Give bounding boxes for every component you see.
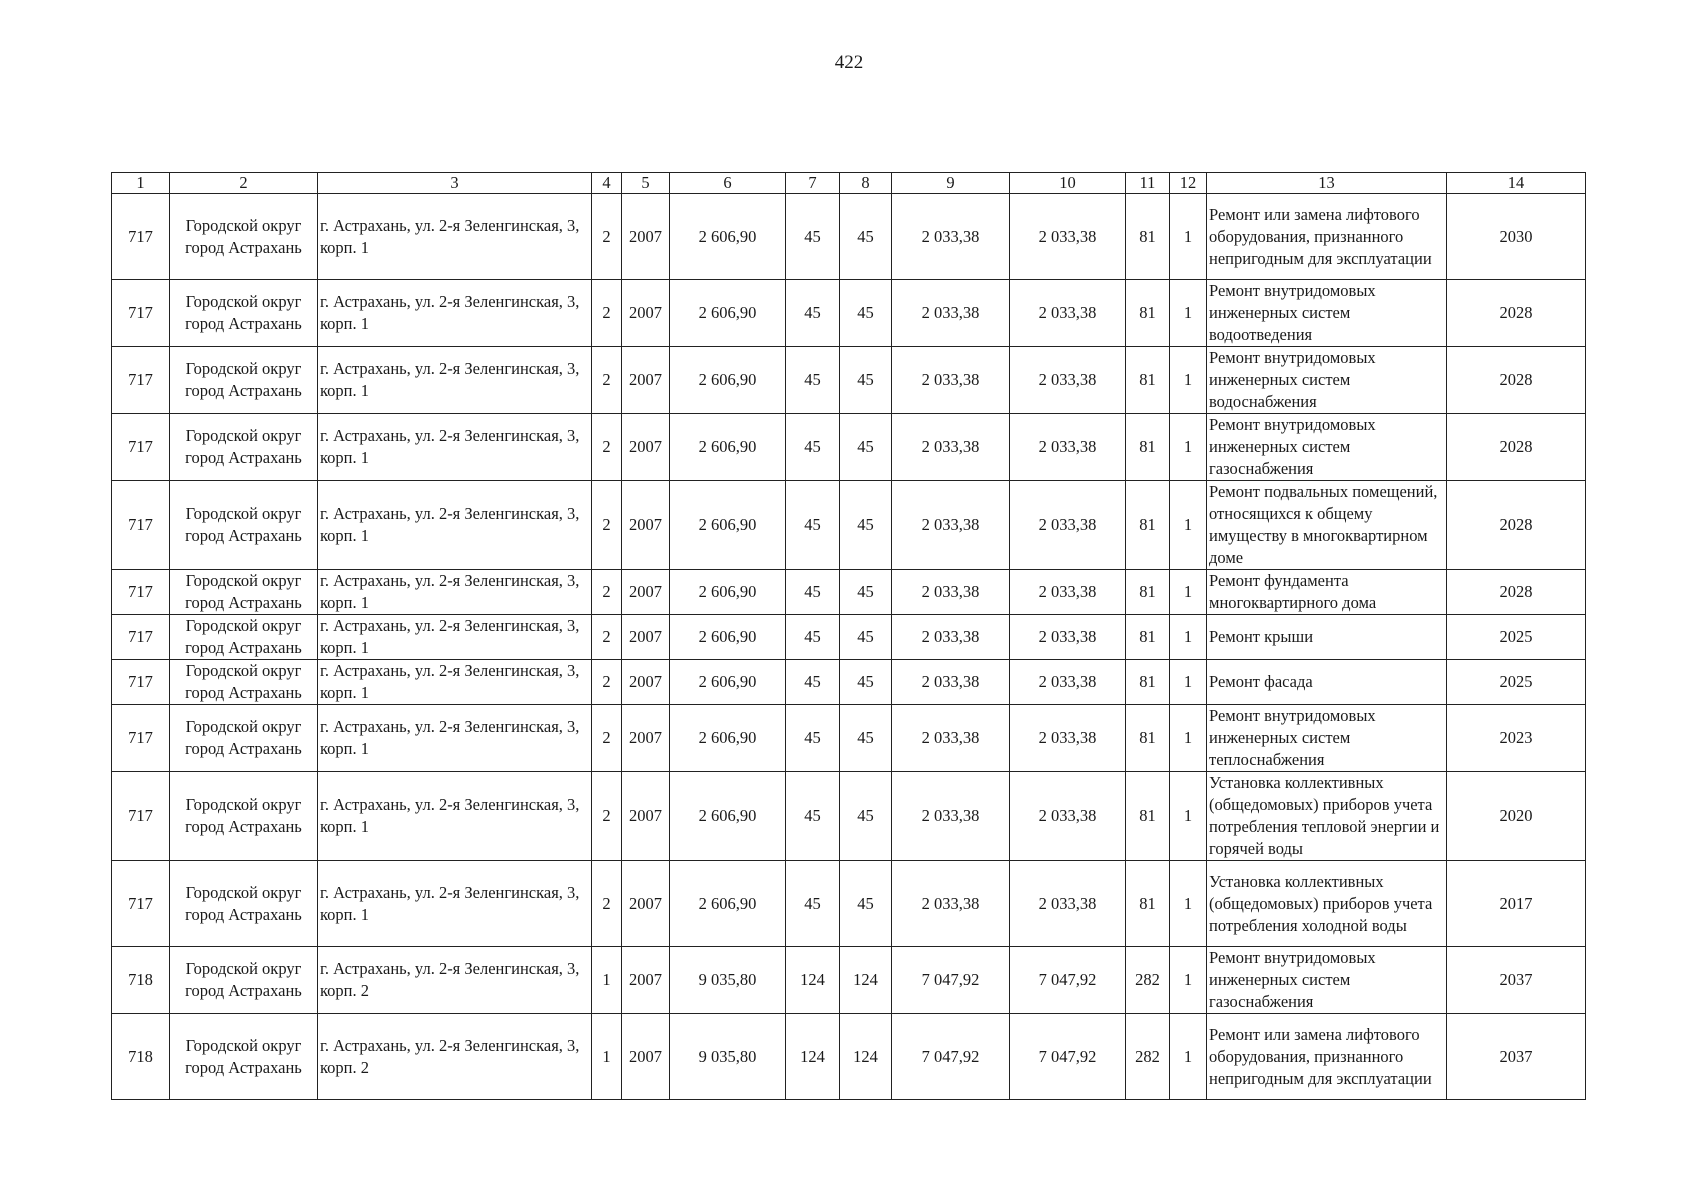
work-type-cell: Установка коллективных (общедомовых) приборов учета потребления тепловой энергии и горячей воды <box>1207 772 1447 861</box>
column-number-row <box>112 173 1586 194</box>
cell-col-7: 45 <box>786 570 840 615</box>
residents-cell: 81 <box>1126 280 1170 347</box>
address-cell: г. Астрахань, ул. 2-я Зеленгинская, 3, корп. 1 <box>318 861 592 947</box>
planned-year-cell: 2028 <box>1447 280 1586 347</box>
living-area-cell: 2 033,38 <box>892 280 1010 347</box>
cell-col-8: 45 <box>840 705 892 772</box>
planned-year-cell: 2037 <box>1447 1014 1586 1100</box>
total-area-cell: 2 606,90 <box>670 861 786 947</box>
living-area-cell: 7 047,92 <box>892 947 1010 1014</box>
municipality-cell: Городской округ город Астрахань <box>170 705 318 772</box>
residents-cell: 81 <box>1126 481 1170 570</box>
column-header: 8 <box>840 173 892 194</box>
table-row <box>112 705 1586 772</box>
planned-year-cell: 2037 <box>1447 947 1586 1014</box>
living-area-cell: 2 033,38 <box>892 615 1010 660</box>
address-cell: г. Астрахань, ул. 2-я Зеленгинская, 3, корп. 1 <box>318 347 592 414</box>
address-cell: г. Астрахань, ул. 2-я Зеленгинская, 3, корп. 1 <box>318 615 592 660</box>
cell-col-12: 1 <box>1170 705 1207 772</box>
total-area-cell: 9 035,80 <box>670 947 786 1014</box>
row-number: 717 <box>112 481 170 570</box>
cell-col-12: 1 <box>1170 570 1207 615</box>
table-row <box>112 194 1586 280</box>
row-number: 717 <box>112 861 170 947</box>
cell-col-8: 45 <box>840 414 892 481</box>
residents-cell: 81 <box>1126 570 1170 615</box>
column-header: 3 <box>318 173 592 194</box>
cell-col-10: 2 033,38 <box>1010 347 1126 414</box>
cell-col-10: 7 047,92 <box>1010 947 1126 1014</box>
row-number: 717 <box>112 615 170 660</box>
page-number: 422 <box>834 52 864 73</box>
work-type-cell: Ремонт внутридомовых инженерных систем газоснабжения <box>1207 414 1447 481</box>
cell-col-4: 2 <box>592 570 622 615</box>
cell-col-4: 2 <box>592 861 622 947</box>
year-built-cell: 2007 <box>622 772 670 861</box>
total-area-cell: 2 606,90 <box>670 347 786 414</box>
table-body <box>112 194 1586 1100</box>
cell-col-12: 1 <box>1170 660 1207 705</box>
municipality-cell: Городской округ город Астрахань <box>170 414 318 481</box>
cell-col-8: 45 <box>840 347 892 414</box>
cell-col-12: 1 <box>1170 347 1207 414</box>
work-type-cell: Ремонт или замена лифтового оборудования, признанного непригодным для эксплуатации <box>1207 1014 1447 1100</box>
municipality-cell: Городской округ город Астрахань <box>170 660 318 705</box>
year-built-cell: 2007 <box>622 705 670 772</box>
living-area-cell: 2 033,38 <box>892 347 1010 414</box>
row-number: 717 <box>112 705 170 772</box>
row-number: 717 <box>112 570 170 615</box>
living-area-cell: 2 033,38 <box>892 570 1010 615</box>
work-type-cell: Ремонт фасада <box>1207 660 1447 705</box>
table-row <box>112 570 1586 615</box>
table-row <box>112 1014 1586 1100</box>
cell-col-10: 2 033,38 <box>1010 570 1126 615</box>
work-type-cell: Ремонт внутридомовых инженерных систем водоотведения <box>1207 280 1447 347</box>
living-area-cell: 2 033,38 <box>892 660 1010 705</box>
cell-col-8: 45 <box>840 194 892 280</box>
year-built-cell: 2007 <box>622 347 670 414</box>
planned-year-cell: 2028 <box>1447 347 1586 414</box>
cell-col-4: 2 <box>592 705 622 772</box>
cell-col-10: 2 033,38 <box>1010 615 1126 660</box>
cell-col-12: 1 <box>1170 772 1207 861</box>
cell-col-8: 45 <box>840 280 892 347</box>
residents-cell: 81 <box>1126 347 1170 414</box>
cell-col-12: 1 <box>1170 280 1207 347</box>
address-cell: г. Астрахань, ул. 2-я Зеленгинская, 3, корп. 1 <box>318 570 592 615</box>
column-header: 11 <box>1126 173 1170 194</box>
cell-col-4: 2 <box>592 280 622 347</box>
planned-year-cell: 2023 <box>1447 705 1586 772</box>
work-type-cell: Ремонт крыши <box>1207 615 1447 660</box>
capital-repair-table <box>111 172 1586 1100</box>
year-built-cell: 2007 <box>622 947 670 1014</box>
column-header: 7 <box>786 173 840 194</box>
column-header: 13 <box>1207 173 1447 194</box>
total-area-cell: 2 606,90 <box>670 772 786 861</box>
year-built-cell: 2007 <box>622 861 670 947</box>
cell-col-12: 1 <box>1170 861 1207 947</box>
municipality-cell: Городской округ город Астрахань <box>170 570 318 615</box>
cell-col-8: 45 <box>840 772 892 861</box>
cell-col-10: 2 033,38 <box>1010 772 1126 861</box>
cell-col-8: 45 <box>840 615 892 660</box>
total-area-cell: 2 606,90 <box>670 280 786 347</box>
municipality-cell: Городской округ город Астрахань <box>170 615 318 660</box>
column-header: 1 <box>112 173 170 194</box>
table-row <box>112 347 1586 414</box>
column-header: 9 <box>892 173 1010 194</box>
municipality-cell: Городской округ город Астрахань <box>170 1014 318 1100</box>
residents-cell: 81 <box>1126 414 1170 481</box>
table-row <box>112 615 1586 660</box>
address-cell: г. Астрахань, ул. 2-я Зеленгинская, 3, корп. 2 <box>318 1014 592 1100</box>
cell-col-4: 2 <box>592 347 622 414</box>
cell-col-12: 1 <box>1170 194 1207 280</box>
total-area-cell: 2 606,90 <box>670 481 786 570</box>
column-header: 6 <box>670 173 786 194</box>
work-type-cell: Ремонт подвальных помещений, относящихся к общему имуществу в многоквартирном доме <box>1207 481 1447 570</box>
cell-col-8: 45 <box>840 570 892 615</box>
municipality-cell: Городской округ город Астрахань <box>170 772 318 861</box>
year-built-cell: 2007 <box>622 570 670 615</box>
year-built-cell: 2007 <box>622 660 670 705</box>
total-area-cell: 2 606,90 <box>670 705 786 772</box>
table-row <box>112 660 1586 705</box>
living-area-cell: 2 033,38 <box>892 861 1010 947</box>
cell-col-4: 2 <box>592 660 622 705</box>
table-row <box>112 280 1586 347</box>
cell-col-12: 1 <box>1170 1014 1207 1100</box>
table-row <box>112 481 1586 570</box>
address-cell: г. Астрахань, ул. 2-я Зеленгинская, 3, корп. 2 <box>318 947 592 1014</box>
total-area-cell: 2 606,90 <box>670 194 786 280</box>
cell-col-4: 2 <box>592 194 622 280</box>
total-area-cell: 2 606,90 <box>670 615 786 660</box>
cell-col-7: 45 <box>786 660 840 705</box>
cell-col-10: 2 033,38 <box>1010 660 1126 705</box>
year-built-cell: 2007 <box>622 615 670 660</box>
address-cell: г. Астрахань, ул. 2-я Зеленгинская, 3, корп. 1 <box>318 660 592 705</box>
planned-year-cell: 2028 <box>1447 570 1586 615</box>
cell-col-4: 2 <box>592 615 622 660</box>
residents-cell: 81 <box>1126 772 1170 861</box>
living-area-cell: 2 033,38 <box>892 414 1010 481</box>
living-area-cell: 2 033,38 <box>892 194 1010 280</box>
planned-year-cell: 2020 <box>1447 772 1586 861</box>
table-row <box>112 414 1586 481</box>
cell-col-10: 2 033,38 <box>1010 414 1126 481</box>
address-cell: г. Астрахань, ул. 2-я Зеленгинская, 3, корп. 1 <box>318 414 592 481</box>
cell-col-7: 45 <box>786 772 840 861</box>
row-number: 717 <box>112 414 170 481</box>
total-area-cell: 2 606,90 <box>670 570 786 615</box>
address-cell: г. Астрахань, ул. 2-я Зеленгинская, 3, корп. 1 <box>318 280 592 347</box>
cell-col-8: 45 <box>840 660 892 705</box>
planned-year-cell: 2025 <box>1447 615 1586 660</box>
planned-year-cell: 2030 <box>1447 194 1586 280</box>
total-area-cell: 2 606,90 <box>670 414 786 481</box>
total-area-cell: 9 035,80 <box>670 1014 786 1100</box>
row-number: 717 <box>112 280 170 347</box>
living-area-cell: 2 033,38 <box>892 481 1010 570</box>
work-type-cell: Ремонт внутридомовых инженерных систем газоснабжения <box>1207 947 1447 1014</box>
cell-col-8: 45 <box>840 861 892 947</box>
row-number: 718 <box>112 1014 170 1100</box>
work-type-cell: Ремонт внутридомовых инженерных систем водоснабжения <box>1207 347 1447 414</box>
cell-col-7: 45 <box>786 861 840 947</box>
cell-col-7: 45 <box>786 615 840 660</box>
column-header: 5 <box>622 173 670 194</box>
residents-cell: 81 <box>1126 194 1170 280</box>
cell-col-12: 1 <box>1170 481 1207 570</box>
address-cell: г. Астрахань, ул. 2-я Зеленгинская, 3, корп. 1 <box>318 705 592 772</box>
address-cell: г. Астрахань, ул. 2-я Зеленгинская, 3, корп. 1 <box>318 481 592 570</box>
cell-col-12: 1 <box>1170 947 1207 1014</box>
column-header: 12 <box>1170 173 1207 194</box>
residents-cell: 81 <box>1126 705 1170 772</box>
column-header: 4 <box>592 173 622 194</box>
cell-col-7: 45 <box>786 481 840 570</box>
living-area-cell: 7 047,92 <box>892 1014 1010 1100</box>
cell-col-10: 2 033,38 <box>1010 705 1126 772</box>
municipality-cell: Городской округ город Астрахань <box>170 481 318 570</box>
planned-year-cell: 2028 <box>1447 481 1586 570</box>
cell-col-8: 124 <box>840 1014 892 1100</box>
work-type-cell: Ремонт фундамента многоквартирного дома <box>1207 570 1447 615</box>
year-built-cell: 2007 <box>622 194 670 280</box>
residents-cell: 81 <box>1126 615 1170 660</box>
cell-col-7: 45 <box>786 705 840 772</box>
cell-col-8: 124 <box>840 947 892 1014</box>
table-row <box>112 772 1586 861</box>
work-type-cell: Ремонт или замена лифтового оборудования, признанного непригодным для эксплуатации <box>1207 194 1447 280</box>
municipality-cell: Городской округ город Астрахань <box>170 947 318 1014</box>
residents-cell: 81 <box>1126 861 1170 947</box>
row-number: 717 <box>112 772 170 861</box>
cell-col-7: 124 <box>786 947 840 1014</box>
row-number: 718 <box>112 947 170 1014</box>
municipality-cell: Городской округ город Астрахань <box>170 194 318 280</box>
work-type-cell: Ремонт внутридомовых инженерных систем теплоснабжения <box>1207 705 1447 772</box>
municipality-cell: Городской округ город Астрахань <box>170 347 318 414</box>
cell-col-10: 2 033,38 <box>1010 861 1126 947</box>
cell-col-7: 124 <box>786 1014 840 1100</box>
cell-col-4: 1 <box>592 1014 622 1100</box>
cell-col-10: 2 033,38 <box>1010 481 1126 570</box>
address-cell: г. Астрахань, ул. 2-я Зеленгинская, 3, корп. 1 <box>318 194 592 280</box>
column-header: 14 <box>1447 173 1586 194</box>
cell-col-12: 1 <box>1170 615 1207 660</box>
cell-col-10: 7 047,92 <box>1010 1014 1126 1100</box>
row-number: 717 <box>112 194 170 280</box>
year-built-cell: 2007 <box>622 1014 670 1100</box>
cell-col-7: 45 <box>786 414 840 481</box>
planned-year-cell: 2017 <box>1447 861 1586 947</box>
row-number: 717 <box>112 660 170 705</box>
column-header: 2 <box>170 173 318 194</box>
planned-year-cell: 2028 <box>1447 414 1586 481</box>
living-area-cell: 2 033,38 <box>892 772 1010 861</box>
year-built-cell: 2007 <box>622 481 670 570</box>
column-header: 10 <box>1010 173 1126 194</box>
planned-year-cell: 2025 <box>1447 660 1586 705</box>
table-row <box>112 947 1586 1014</box>
cell-col-8: 45 <box>840 481 892 570</box>
cell-col-7: 45 <box>786 280 840 347</box>
year-built-cell: 2007 <box>622 414 670 481</box>
cell-col-7: 45 <box>786 347 840 414</box>
total-area-cell: 2 606,90 <box>670 660 786 705</box>
cell-col-4: 2 <box>592 772 622 861</box>
living-area-cell: 2 033,38 <box>892 705 1010 772</box>
municipality-cell: Городской округ город Астрахань <box>170 861 318 947</box>
cell-col-4: 1 <box>592 947 622 1014</box>
cell-col-4: 2 <box>592 481 622 570</box>
cell-col-7: 45 <box>786 194 840 280</box>
cell-col-12: 1 <box>1170 414 1207 481</box>
residents-cell: 282 <box>1126 1014 1170 1100</box>
municipality-cell: Городской округ город Астрахань <box>170 280 318 347</box>
row-number: 717 <box>112 347 170 414</box>
cell-col-4: 2 <box>592 414 622 481</box>
year-built-cell: 2007 <box>622 280 670 347</box>
cell-col-10: 2 033,38 <box>1010 194 1126 280</box>
address-cell: г. Астрахань, ул. 2-я Зеленгинская, 3, корп. 1 <box>318 772 592 861</box>
residents-cell: 282 <box>1126 947 1170 1014</box>
cell-col-10: 2 033,38 <box>1010 280 1126 347</box>
work-type-cell: Установка коллективных (общедомовых) приборов учета потребления холодной воды <box>1207 861 1447 947</box>
table-row <box>112 861 1586 947</box>
residents-cell: 81 <box>1126 660 1170 705</box>
